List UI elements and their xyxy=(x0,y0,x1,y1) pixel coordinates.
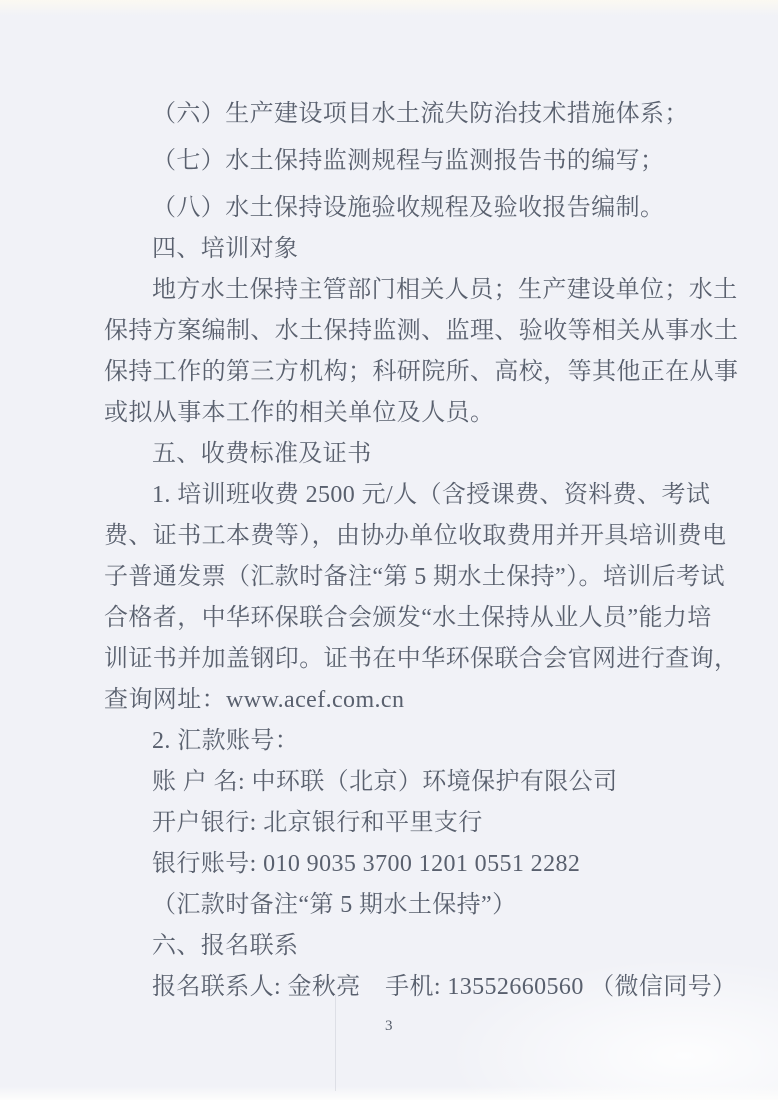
text-line: 保持方案编制、水土保持监测、监理、验收等相关从事水土 xyxy=(104,318,739,344)
text-line: 报名联系人: 金秋亮 手机: 13552660560 （微信同号） xyxy=(152,974,737,1000)
scan-crease-artifact xyxy=(335,995,336,1091)
text-line: 五、收费标准及证书 xyxy=(152,441,372,467)
text-line: 查询网址：www.acef.com.cn xyxy=(104,687,405,713)
text-line: 四、培训对象 xyxy=(152,236,299,262)
text-line: （七）水土保持监测规程与监测报告书的编写； xyxy=(152,148,665,174)
text-line: 开户银行: 北京银行和平里支行 xyxy=(152,810,483,836)
text-line: 费、证书工本费等），由协办单位收取费用并开具培训费电 xyxy=(104,523,727,549)
text-line: 1. 培训班收费 2500 元/人（含授课费、资料费、考试 xyxy=(152,482,711,508)
text-line: （六）生产建设项目水土流失防治技术措施体系； xyxy=(152,101,689,127)
text-line: （八）水土保持设施验收规程及验收报告编制。 xyxy=(152,195,665,221)
text-line: 地方水土保持主管部门相关人员；生产建设单位；水土 xyxy=(152,277,738,303)
text-line: 保持工作的第三方机构；科研院所、高校，等其他正在从事 xyxy=(104,359,739,385)
document-body xyxy=(104,94,739,1008)
page-number: 3 xyxy=(385,1018,393,1034)
text-line: 训证书并加盖钢印。证书在中华环保联合会官网进行查询， xyxy=(104,646,739,672)
text-line: 银行账号: 010 9035 3700 1201 0551 2282 xyxy=(152,851,581,877)
text-line: （汇款时备注“第 5 期水土保持”） xyxy=(152,892,517,918)
text-line: 子普通发票（汇款时备注“第 5 期水土保持”）。培训后考试 xyxy=(104,564,725,590)
text-line: 或拟从事本工作的相关单位及人员。 xyxy=(104,400,495,426)
text-line: 六、报名联系 xyxy=(152,933,299,959)
text-line: 2. 汇款账号： xyxy=(152,728,300,754)
text-line: 账 户 名: 中环联（北京）环境保护有限公司 xyxy=(152,769,618,795)
text-line: 合格者，中华环保联合会颁发“水土保持从业人员”能力培 xyxy=(104,605,712,631)
